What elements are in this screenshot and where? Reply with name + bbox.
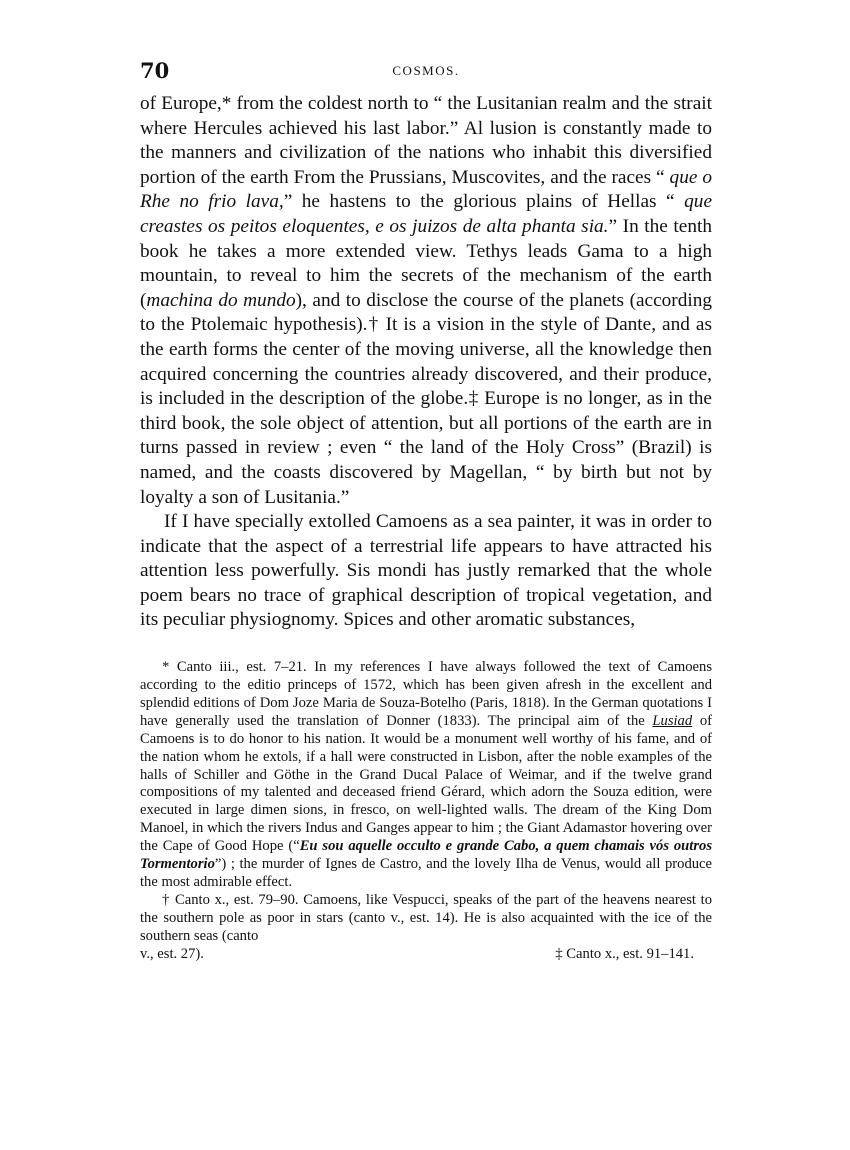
paragraph-2: If I have specially extolled Camoens as a sea painter, it was in order to indicate that the aspect of a terrestrial life appears to have attracted his attention less powerfully. Sis mondi has justly remarked that the whole poem bears no trace of graphical description of tropical vegetation, and its peculiar physiognomy. Spices and other aromatic substances, <box>140 511 712 631</box>
text-run: ” he hastens to the glorious plains of Hellas “ <box>283 191 685 213</box>
work-title: Lusiad <box>652 712 693 729</box>
footnotes <box>140 659 712 963</box>
footnote-2-end: v., est. 27). <box>140 945 204 962</box>
text-run: of Europe,* from the coldest north to “ the Lusitanian realm and the strait where Hercules achieved his last labor.” Al lusion is constantly made to the manners and civilization of the nations who inhabit this diversified portion of the earth From the Prussians, Muscovites, and the races “ <box>140 93 712 188</box>
text-run: ), and to disclose the course of the planets (according to the Ptolemaic hypothesis).† It is a vision in the style of Dante, and as the earth forms the center of the moving universe, all the knowledge then acquired concerning the countries already discovered, and their produce, is included in the description of the globe.‡ Europe is no longer, as in the third book, the sole object of attention, but all portions of the earth are in turns passed in review ; even “ the land of the Holy Cross” (Brazil) is named, and the coasts discovered by Magellan, “ by birth but not by loyalty a son of Lusitania.” <box>140 289 712 508</box>
book-page <box>140 58 712 963</box>
portuguese-term: machina do mundo <box>146 289 296 311</box>
paragraph-1 <box>140 92 712 510</box>
footnote-2: † Canto x., est. 79–90. Camoens, like Vespucci, speaks of the part of the heavens nearest to the southern pole as poor in stars (canto v., est. 14). He is also acquainted with the ice of the southern seas (canto <box>140 891 712 944</box>
footnote-1 <box>140 659 712 892</box>
portuguese-quote: que creastes os peitos eloquentes, e os juizos de alta phanta sia. <box>140 191 712 237</box>
text-run: ” In the tenth book he takes a more extended view. Tethys leads Gama to a high mountain, to reveal to him the secrets of the mechanism of the earth ( <box>140 215 712 311</box>
portuguese-quote: Eu sou aquelle occulto e grande Cabo, a quem chamais vós outros Tormentorio <box>140 838 712 873</box>
footnote-3: ‡ Canto x., est. 91–141. <box>555 945 694 962</box>
running-head: COSMOS. <box>392 63 460 78</box>
portuguese-quote: que o Rhe no frio lava, <box>140 166 712 213</box>
page-number: 70 <box>140 58 170 83</box>
page-header <box>140 58 712 92</box>
main-text <box>140 92 712 633</box>
text-run: ”) ; the murder of Ignes de Castro, and the lovely Ilha de Venus, would all produce the most admirable effect. <box>140 856 712 890</box>
text-run: of Camoens is to do honor to his nation. It would be a monument well worthy of his fame, and of the nation whom he extols, if a hall were constructed in Lisbon, after the noble examples of the halls of Schiller and Göthe in the Grand Ducal Palace of Weimar, and if the twelve grand compositions of my talented and deceased friend Gérard, which adorn the Souza edition, were executed in large dimen sions, in fresco, on well-lighted walls. The dream of the King Dom Manoel, in which the rivers Indus and Ganges appear to him ; the Giant Adamastor hovering over the Cape of Good Hope (“ <box>140 712 712 855</box>
text-run: * Canto iii., est. 7–21. In my references I have always followed the text of Camoens according to the editio princeps of 1572, which has been given afresh in the excellent and splendid editions of Dom Joze Maria de Souza-Botelho (Paris, 1818). In the German quotations I have generally used the translation of Donner (1833). The principal aim of the <box>140 659 712 729</box>
footnote-last-line <box>140 946 712 964</box>
